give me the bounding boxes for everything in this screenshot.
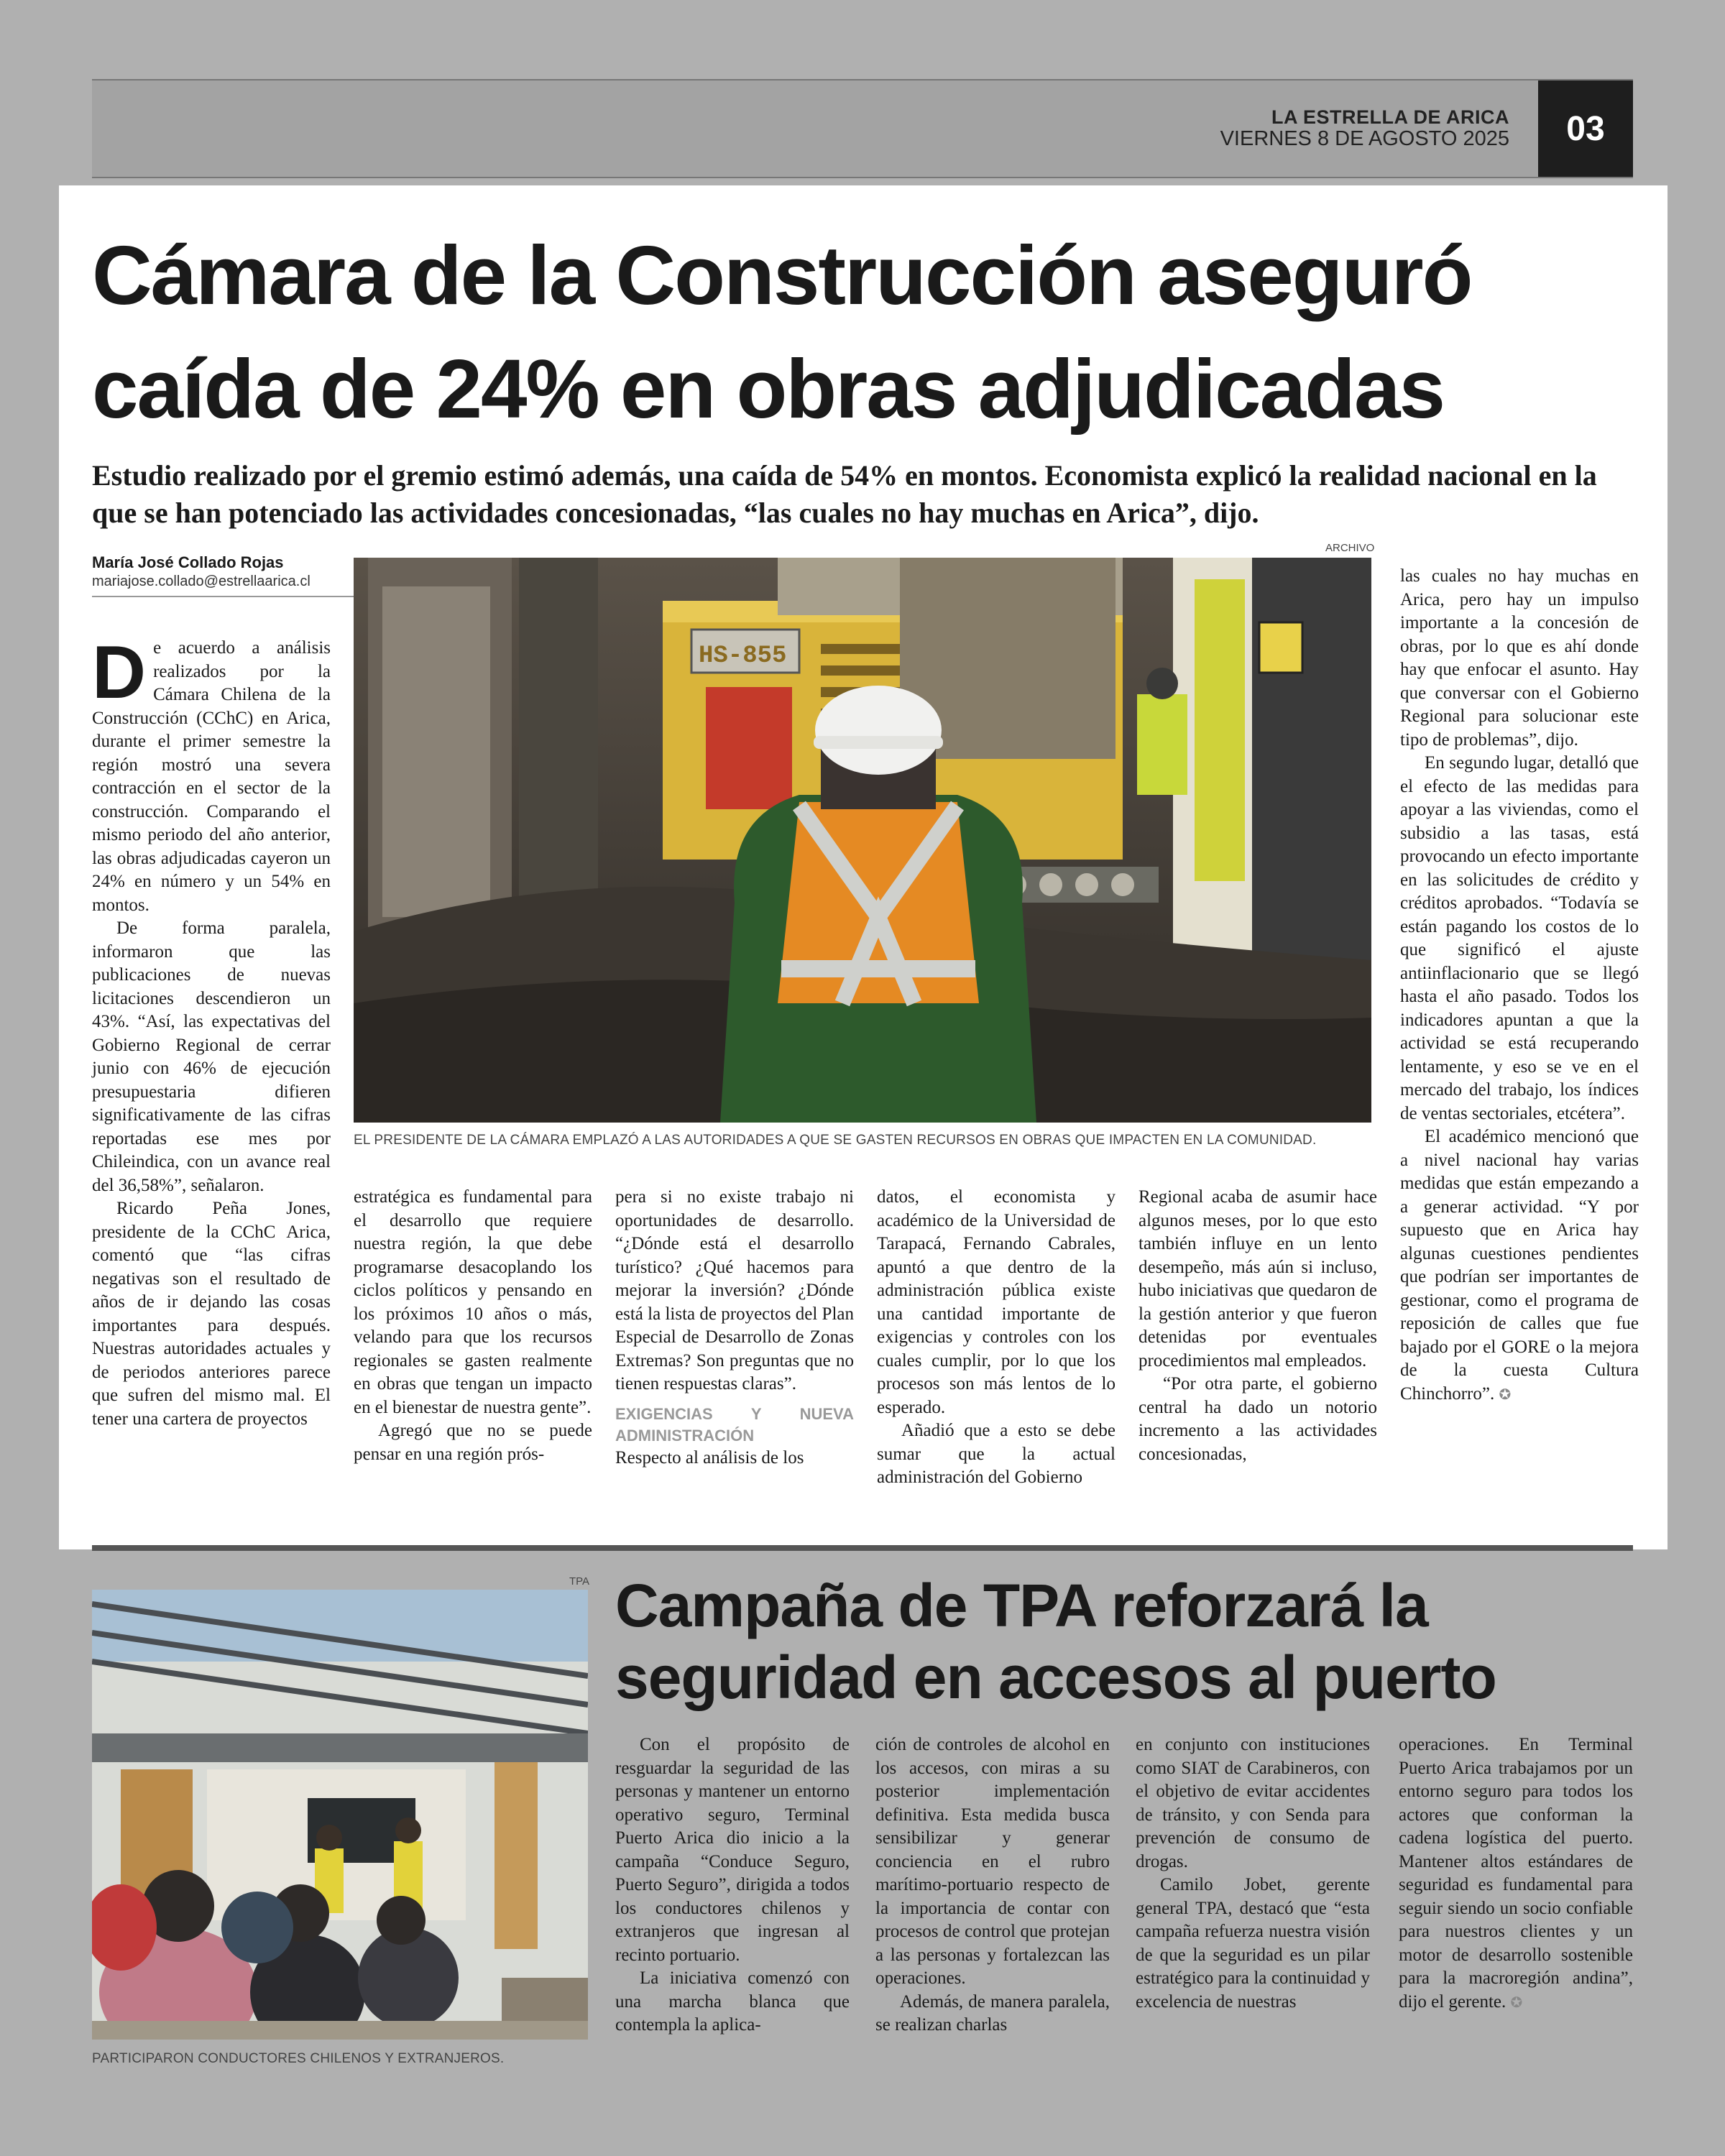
paragraph: pera si no existe trabajo ni oportunidades de desarrollo. “¿Dónde está el desarrollo turístico? ¿Qué hacemos para mejorar la inversión? ¿Dónde está la lista de proyectos del Plan Especial de Desarrollo de Zonas Extremas? Son preguntas que no tienen respuestas claras”. [615,1187,854,1393]
paragraph: De forma paralela, informaron que las publicaciones de nuevas licitaciones descendieron un 43%. “Así, las expectativas del Gobierno Regional de cerrar junio con 46% de ejecución presupuestaria difieren significativamente de las cifras reportadas ese mes por Chileindica, con un avance real del 36,58%”, señalaron. [92,918,331,1195]
page-number: 03 [1538,80,1633,177]
end-mark-icon: ✪ [1510,1994,1523,2011]
article-column-3 [615,1186,854,1470]
paragraph: datos, el economista y académico de la Universidad de Tarapacá, Fernando Cabrales, apuntó a que dentro de la administración pública existe una cantidad importante de exigencias y controles con los cuales cumplir, por lo que los procesos son más lentos de lo esperado. [877,1187,1116,1417]
byline [92,553,365,597]
article-column-1 [92,631,331,1431]
paragraph: Además, de manera paralela, se realizan charlas [875,1991,1110,2035]
paragraph: Respecto al análisis de los [615,1447,804,1468]
article-column-2 [875,1733,1110,2037]
section-subhead: EXIGENCIAS Y NUEVA ADMINISTRACIÓN [615,1404,854,1445]
article-column-3 [1136,1733,1370,2014]
author-email: mariajose.collado@estrellaarica.cl [92,573,310,589]
paragraph: Agregó que no se puede pensar en una región prós- [354,1421,592,1464]
paragraph: en conjunto con instituciones como SIAT de Carabineros, con el objetivo de evitar accidentes de tránsito, y con Senda para prevención de consumo de drogas. [1136,1735,1370,1871]
construction-photo [354,558,1371,1123]
article-column-4 [1399,1733,1633,2014]
article-column-6 [1400,565,1639,1406]
author-name: María José Collado Rojas [92,553,284,571]
paragraph: El académico mencionó que a nivel nacional hay varias medidas que están empezando a a generar actividad. “Y por supuesto que en Arica hay algunas cuestiones pendientes que podrían ser importantes de gestionar, como el programa de reposición de calles que fue bajado por el GORE o la mejora de la cuesta Cultura Chinchorro”. ✪ [1400,1127,1639,1404]
tpa-campaign-photo [92,1590,588,2040]
drop-cap: D [92,631,147,714]
end-mark-icon: ✪ [1499,1386,1512,1403]
paragraph: Con el propósito de resguardar la seguridad de las personas y mantener un entorno operativo seguro, Terminal Puerto Arica dio inicio a la campaña “Conduce Seguro, Puerto Seguro”, dirigida a todos los conductores chilenos y extranjeros que ingresan al recinto portuario. [615,1735,850,1965]
article-column-5 [1138,1186,1377,1466]
newspaper-name: LA ESTRELLA DE ARICA [1271,106,1509,128]
article-headline: Cámara de la Construcción aseguró caída de 24% en obras adjudicadas [92,229,1472,436]
article-column-2 [354,1186,592,1466]
photo-caption: EL PRESIDENTE DE LA CÁMARA EMPLAZÓ A LAS AUTORIDADES A QUE SE GASTEN RECURSOS EN OBRAS QUE IMPACTEN EN LA COMUNIDAD. [354,1133,1317,1148]
paragraph: Añadió que a esto se debe sumar que la actual administración del Gobierno [877,1421,1116,1487]
masthead-text [1220,106,1509,149]
article-deck: Estudio realizado por el gremio estimó además, una caída de 54% en montos. Economista explicó la realidad nacional en la que se han potenciado las actividades concesionadas, “las cuales no hay muchas en Arica”, dijo. [92,459,1597,529]
paragraph: La iniciativa comenzó con una marcha blanca que contempla la aplica- [615,1968,850,2035]
byline-rule [92,596,365,597]
paragraph: De acuerdo a análisis realizados por la Cámara Chilena de la Construcción (CChC) en Arica, durante el primer semestre la región mostró una severa contracción en el sector de la construcción. Comparando el mismo periodo del año anterior, las obras adjudicadas cayeron un 24% en número y un 54% en montos. [92,631,331,915]
article-column-1 [615,1733,850,2037]
article-column-4 [877,1186,1116,1490]
main-article [59,185,1668,1549]
section-divider [92,1545,1633,1551]
paragraph: Ricardo Peña Jones, presidente de la CChC Arica, comentó que “las cifras negativas son el resultado de años de ir dejando las cosas importantes para después. Nuestras autoridades actuales y de periodos anteriores parece que sufren del mismo mal. El tener una cartera de proyectos [92,1199,331,1429]
article-headline: Campaña de TPA reforzará la seguridad en accesos al puerto [615,1572,1496,1711]
paragraph: estratégica es fundamental para el desarrollo que requiere nuestra región, la que debe programarse desacoplando los ciclos políticos y pensando en los próximos 10 años o más, velando para que los recursos regionales se gasten realmente en obras que tengan un impacto en el bienestar de nuestra gente”. [354,1187,592,1417]
paragraph: las cuales no hay muchas en Arica, pero hay un impulso importante a la concesión de obras, por lo que es ahí donde hay que enfocar el asunto. Hay que conversar con el Gobierno Regional para solucionar este tipo de problemas”, dijo. [1400,566,1639,750]
paragraph: En segundo lugar, detalló que el efecto de las medidas para apoyar a las viviendas, como el subsidio a las tasas, está provocando un efecto importante en las solicitudes de crédito y créditos aprobados. “Todavía se están pagando los costos de lo que significó el ajuste antiinflacionario que se llegó hasta el año pasado. Todos los indicadores apuntan a que la actividad se está recuperando lentamente, y eso se ve en el mercado del trabajo, los índices de ventas sectoriales, etcétera”. [1400,753,1639,1123]
paragraph: Camilo Jobet, gerente general TPA, destacó que “esta campaña refuerza nuestra visión de que la seguridad es un pilar estratégico para la continuidad y excelencia de nuestras [1136,1875,1370,2012]
paragraph: operaciones. En Terminal Puerto Arica trabajamos por un entorno seguro para todos los actores que conforman la cadena logística del puerto. Mantener altos estándares de seguridad es fundamental para seguir siendo un socio confiable para nuestros clientes y un motor de desarrollo sostenible para la macroregión andina”, dijo el gerente. ✪ [1399,1735,1633,2012]
paragraph: “Por otra parte, el gobierno central ha dado un notorio incremento a las actividades concesionadas, [1138,1374,1377,1464]
paragraph: Regional acaba de asumir hace algunos meses, por lo que esto también influye en un lento desempeño, más aún si incluso, hubo iniciativas que quedaron de la gestión anterior y que fueron detenidas por eventuales procedimientos mal empleados. [1138,1187,1377,1370]
photo-credit: ARCHIVO [1325,542,1375,554]
vehicle-plate: HS-855 [699,642,787,670]
page-header [92,79,1633,178]
photo-credit: TPA [569,1575,590,1588]
photo-caption: PARTICIPARON CONDUCTORES CHILENOS Y EXTRANJEROS. [92,2051,505,2066]
paragraph: ción de controles de alcohol en los accesos, con miras a su posterior implementación definitiva. Esta medida busca sensibilizar y generar conciencia en el rubro marítimo-portuario respecto de la importancia de contar con procesos de control que protejan a las personas y fortalezcan las operaciones. [875,1735,1110,1988]
issue-date: VIERNES 8 DE AGOSTO 2025 [1220,127,1509,150]
